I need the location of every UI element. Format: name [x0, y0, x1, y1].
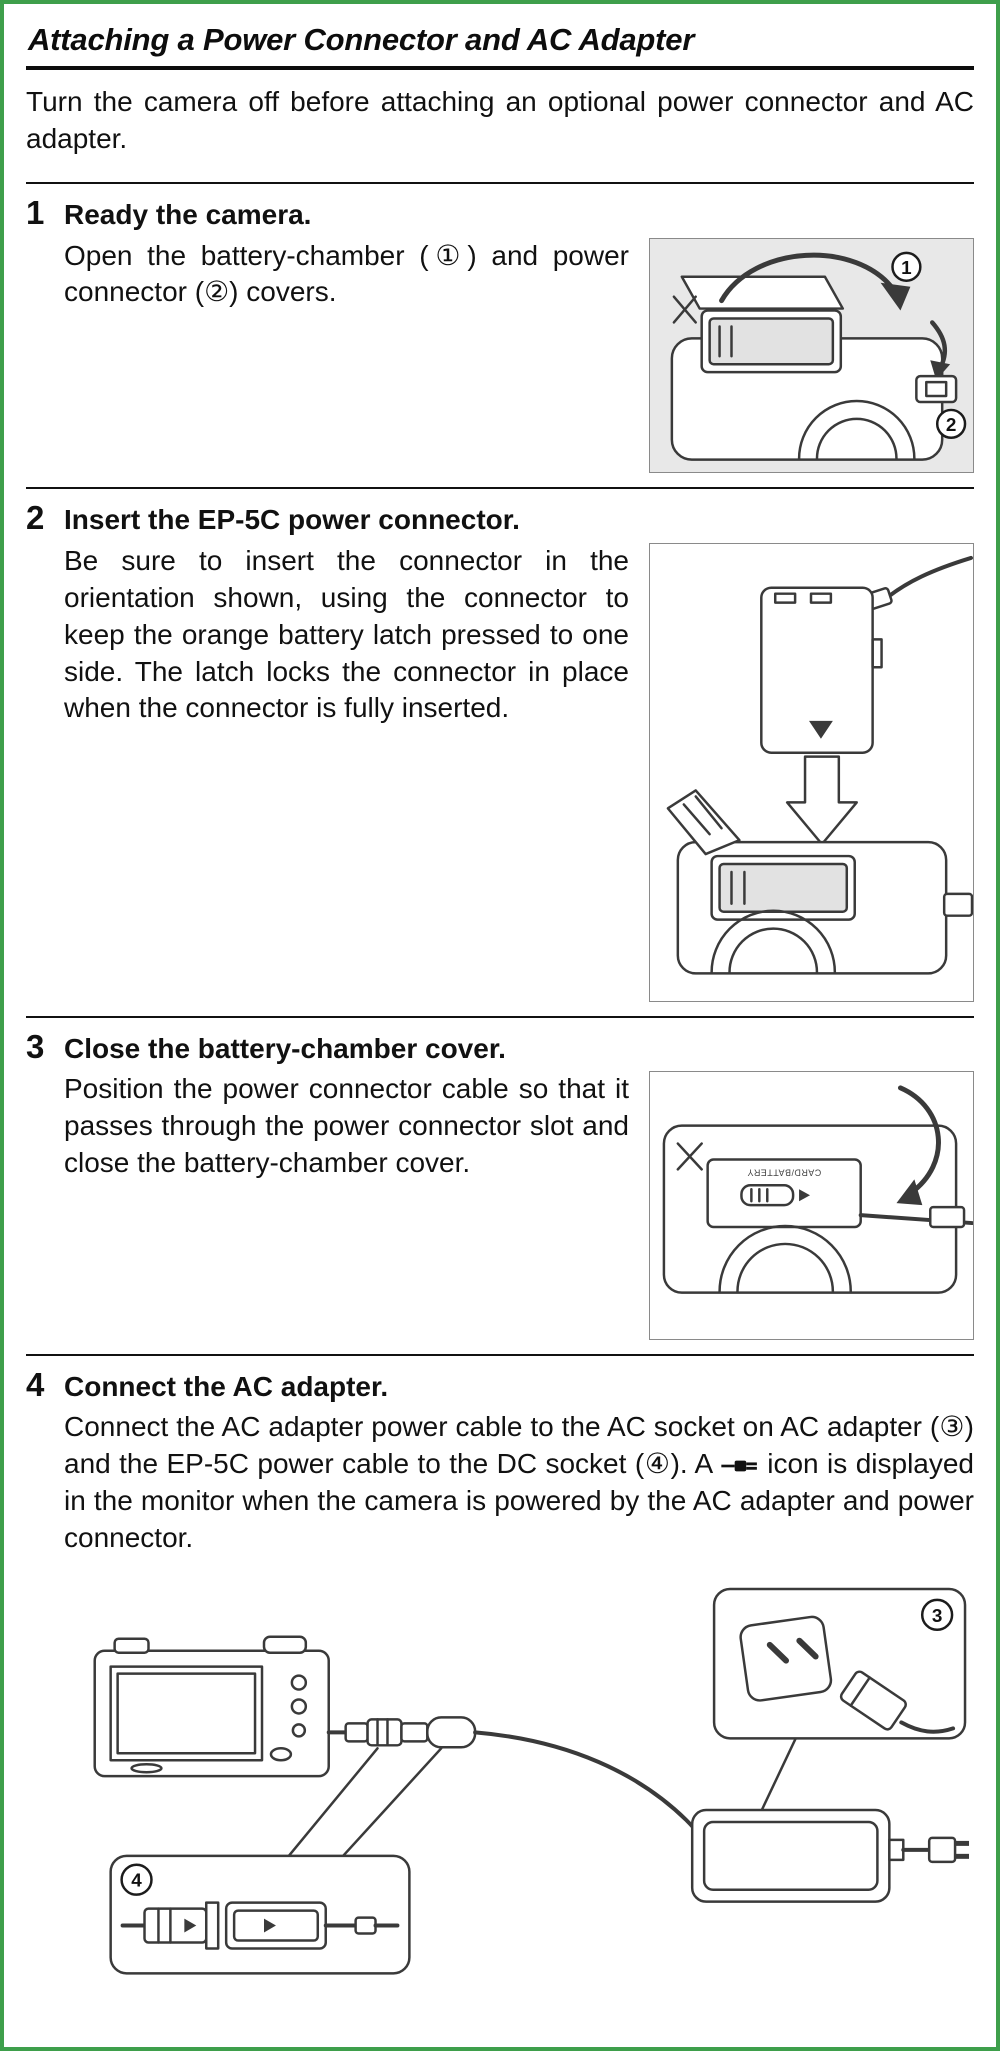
- step-4-illustration: [27, 1583, 973, 1981]
- step-3-divider: [26, 1016, 974, 1018]
- step-4-divider: [26, 1354, 974, 1356]
- step-4-body-text-2: icon is displayed in the monitor when the camera is powered by the AC adapter and power connector.: [64, 1448, 975, 1554]
- intro-paragraph: Turn the camera off before attaching an optional power connector and AC adapter.: [26, 86, 974, 154]
- step-2: [26, 487, 974, 1002]
- step-1-divider: [26, 182, 974, 184]
- step-3-header: [26, 1027, 974, 1066]
- step-4-header: [26, 1365, 974, 1404]
- step-3-content: [26, 1071, 974, 1339]
- page-title: Attaching a Power Connector and AC Adapter: [28, 22, 695, 57]
- step-3-body: Position the power connector cable so that it passes through the power connector slot and close the battery-chamber cover.: [64, 1073, 629, 1179]
- svg-text:3: 3: [931, 1605, 943, 1627]
- svg-text:2: 2: [945, 414, 957, 436]
- step-3-illustration: [649, 1071, 974, 1339]
- step-3-heading: Close the battery-chamber cover.: [64, 1032, 506, 1064]
- step-2-content: [26, 543, 974, 1002]
- step-4-number: 4: [26, 1365, 45, 1403]
- insert-connector-illustration: [650, 544, 973, 1001]
- step-3: [26, 1016, 974, 1340]
- callout-1-badge: [892, 252, 920, 280]
- close-cover-illustration: [650, 1072, 973, 1338]
- step-1: [26, 182, 974, 473]
- ac-adapter-connection-illustration: [27, 1583, 973, 1981]
- step-2-illustration: [649, 543, 974, 1002]
- step-4-heading: Connect the AC adapter.: [64, 1370, 389, 1402]
- svg-text:4: 4: [131, 1870, 142, 1892]
- step-1-illustration: [649, 238, 974, 474]
- title-rule: [26, 66, 974, 70]
- step-4-body: [64, 1409, 974, 1557]
- step-3-number: 3: [26, 1027, 45, 1065]
- step-2-number: 2: [26, 499, 45, 537]
- step-1-content: [26, 238, 974, 474]
- svg-text:CARD/BATTERY: CARD/BATTERY: [747, 1167, 822, 1178]
- step-1-header: [26, 193, 974, 232]
- step-1-body: Open the battery-chamber (①) and power connector (②) covers.: [64, 239, 629, 308]
- svg-text:1: 1: [901, 257, 912, 279]
- step-2-body: Be sure to insert the connector in the orientation shown, using the connector to keep the orange battery latch pressed to one side. The latch locks the connector in place when the connector is fully inserted.: [64, 544, 629, 724]
- ac-power-plug-icon: [720, 1458, 760, 1474]
- step-2-heading: Insert the EP-5C power connector.: [64, 504, 520, 536]
- open-covers-illustration: [650, 239, 973, 473]
- step-4-body-text-1: Connect the AC adapter power cable to the AC socket on AC adapter (③) and the EP-5C power cable to the DC socket (④). A: [64, 1411, 974, 1480]
- step-2-header: [26, 501, 974, 537]
- callout-4-badge: [122, 1865, 152, 1895]
- callout-3-badge: [922, 1600, 952, 1630]
- step-4-content: [26, 1409, 974, 1557]
- step-2-divider: [26, 487, 974, 489]
- step-1-heading: Ready the camera.: [64, 198, 312, 230]
- step-1-number: 1: [26, 193, 45, 231]
- step-4: [26, 1354, 974, 1982]
- callout-2-badge: [937, 409, 965, 437]
